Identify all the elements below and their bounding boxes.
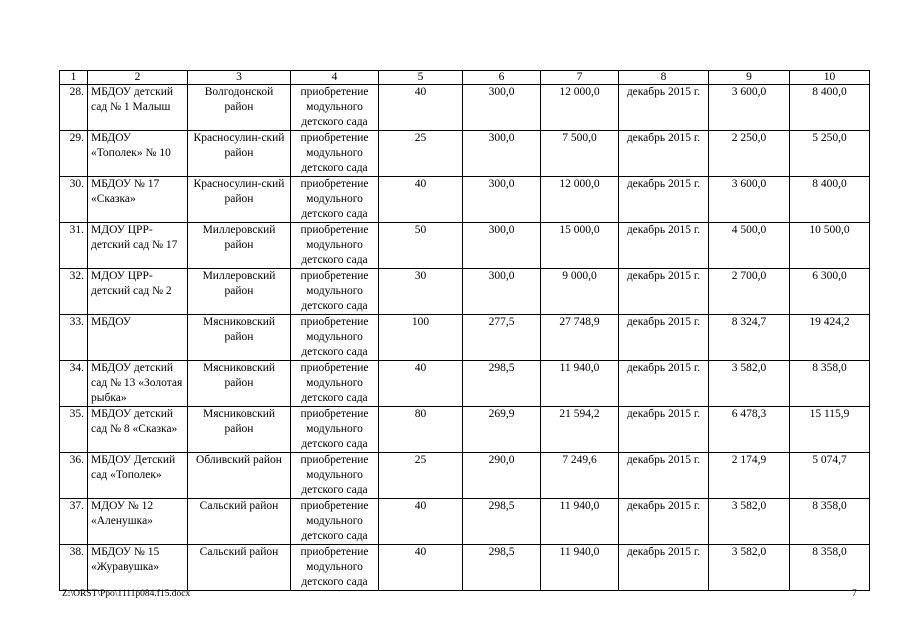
regional-budget-cell: 3 600,0 xyxy=(709,177,790,223)
total-cost-cell: 21 594,2 xyxy=(541,407,619,453)
footer-file-path: Z:\ORST\Ppo\1111p084.f15.docx xyxy=(62,589,191,599)
unit-cost-cell: 300,0 xyxy=(463,269,541,315)
row-number-cell: 32. xyxy=(60,269,88,315)
row-number-cell: 37. xyxy=(60,499,88,545)
purpose-cell: приобретение модульного детского сада xyxy=(291,131,379,177)
federal-budget-cell: 8 358,0 xyxy=(790,361,870,407)
capacity-cell: 80 xyxy=(379,407,463,453)
capacity-cell: 25 xyxy=(379,453,463,499)
institution-name-cell: МБДОУ № 17 «Сказка» xyxy=(88,177,188,223)
capacity-cell: 40 xyxy=(379,85,463,131)
unit-cost-cell: 298,5 xyxy=(463,361,541,407)
unit-cost-cell: 269,9 xyxy=(463,407,541,453)
district-cell: Миллеровский район xyxy=(188,269,291,315)
data-table xyxy=(59,70,870,591)
district-cell: Мясниковский район xyxy=(188,407,291,453)
deadline-cell: декабрь 2015 г. xyxy=(619,315,709,361)
district-cell: Обливский район xyxy=(188,453,291,499)
federal-budget-cell: 8 400,0 xyxy=(790,177,870,223)
regional-budget-cell: 2 250,0 xyxy=(709,131,790,177)
total-cost-cell: 12 000,0 xyxy=(541,85,619,131)
header-cell: 8 xyxy=(619,71,709,85)
deadline-cell: декабрь 2015 г. xyxy=(619,223,709,269)
capacity-cell: 40 xyxy=(379,361,463,407)
federal-budget-cell: 10 500,0 xyxy=(790,223,870,269)
district-cell: Сальский район xyxy=(188,545,291,591)
deadline-cell: декабрь 2015 г. xyxy=(619,269,709,315)
federal-budget-cell: 15 115,9 xyxy=(790,407,870,453)
total-cost-cell: 27 748,9 xyxy=(541,315,619,361)
unit-cost-cell: 290,0 xyxy=(463,453,541,499)
total-cost-cell: 11 940,0 xyxy=(541,499,619,545)
district-cell: Мясниковский район xyxy=(188,361,291,407)
row-number-cell: 36. xyxy=(60,453,88,499)
row-number-cell: 31. xyxy=(60,223,88,269)
purpose-cell: приобретение модульного детского сада xyxy=(291,269,379,315)
purpose-cell: приобретение модульного детского сада xyxy=(291,223,379,269)
table-body xyxy=(60,71,870,591)
row-number-cell: 34. xyxy=(60,361,88,407)
purpose-cell: приобретение модульного детского сада xyxy=(291,315,379,361)
total-cost-cell: 7 249,6 xyxy=(541,453,619,499)
deadline-cell: декабрь 2015 г. xyxy=(619,407,709,453)
table-row xyxy=(60,269,870,315)
unit-cost-cell: 300,0 xyxy=(463,131,541,177)
total-cost-cell: 7 500,0 xyxy=(541,131,619,177)
total-cost-cell: 11 940,0 xyxy=(541,545,619,591)
header-cell: 9 xyxy=(709,71,790,85)
total-cost-cell: 15 000,0 xyxy=(541,223,619,269)
purpose-cell: приобретение модульного детского сада xyxy=(291,453,379,499)
unit-cost-cell: 277,5 xyxy=(463,315,541,361)
federal-budget-cell: 5 250,0 xyxy=(790,131,870,177)
deadline-cell: декабрь 2015 г. xyxy=(619,545,709,591)
federal-budget-cell: 8 358,0 xyxy=(790,545,870,591)
regional-budget-cell: 2 174,9 xyxy=(709,453,790,499)
row-number-cell: 33. xyxy=(60,315,88,361)
total-cost-cell: 9 000,0 xyxy=(541,269,619,315)
header-cell: 7 xyxy=(541,71,619,85)
header-cell: 10 xyxy=(790,71,870,85)
purpose-cell: приобретение модульного детского сада xyxy=(291,177,379,223)
institution-name-cell: МБДОУ xyxy=(88,315,188,361)
table-row xyxy=(60,499,870,545)
federal-budget-cell: 8 358,0 xyxy=(790,499,870,545)
federal-budget-cell: 19 424,2 xyxy=(790,315,870,361)
unit-cost-cell: 300,0 xyxy=(463,85,541,131)
deadline-cell: декабрь 2015 г. xyxy=(619,131,709,177)
row-number-cell: 30. xyxy=(60,177,88,223)
unit-cost-cell: 300,0 xyxy=(463,177,541,223)
institution-name-cell: МБДОУ детский сад № 13 «Золотая рыбка» xyxy=(88,361,188,407)
institution-name-cell: МДОУ ЦРР-детский сад № 17 xyxy=(88,223,188,269)
capacity-cell: 50 xyxy=(379,223,463,269)
purpose-cell: приобретение модульного детского сада xyxy=(291,361,379,407)
deadline-cell: декабрь 2015 г. xyxy=(619,361,709,407)
capacity-cell: 40 xyxy=(379,499,463,545)
regional-budget-cell: 3 582,0 xyxy=(709,545,790,591)
federal-budget-cell: 5 074,7 xyxy=(790,453,870,499)
district-cell: Сальский район xyxy=(188,499,291,545)
header-cell: 2 xyxy=(88,71,188,85)
header-cell: 1 xyxy=(60,71,88,85)
regional-budget-cell: 8 324,7 xyxy=(709,315,790,361)
regional-budget-cell: 3 582,0 xyxy=(709,361,790,407)
row-number-cell: 29. xyxy=(60,131,88,177)
regional-budget-cell: 2 700,0 xyxy=(709,269,790,315)
capacity-cell: 25 xyxy=(379,131,463,177)
unit-cost-cell: 298,5 xyxy=(463,545,541,591)
purpose-cell: приобретение модульного детского сада xyxy=(291,85,379,131)
unit-cost-cell: 298,5 xyxy=(463,499,541,545)
institution-name-cell: МБДОУ «Тополек» № 10 xyxy=(88,131,188,177)
header-cell: 6 xyxy=(463,71,541,85)
table-row xyxy=(60,545,870,591)
table-row xyxy=(60,361,870,407)
total-cost-cell: 12 000,0 xyxy=(541,177,619,223)
purpose-cell: приобретение модульного детского сада xyxy=(291,407,379,453)
purpose-cell: приобретение модульного детского сада xyxy=(291,545,379,591)
page-number: 7 xyxy=(852,589,857,599)
regional-budget-cell: 3 582,0 xyxy=(709,499,790,545)
header-cell: 3 xyxy=(188,71,291,85)
district-cell: Волгодонской район xyxy=(188,85,291,131)
capacity-cell: 100 xyxy=(379,315,463,361)
table-row xyxy=(60,85,870,131)
purpose-cell: приобретение модульного детского сада xyxy=(291,499,379,545)
table-row xyxy=(60,315,870,361)
table-row xyxy=(60,407,870,453)
row-number-cell: 35. xyxy=(60,407,88,453)
capacity-cell: 30 xyxy=(379,269,463,315)
table-row xyxy=(60,177,870,223)
institution-name-cell: МДОУ ЦРР-детский сад № 2 xyxy=(88,269,188,315)
district-cell: Красносулин-ский район xyxy=(188,177,291,223)
institution-name-cell: МДОУ № 12 «Аленушка» xyxy=(88,499,188,545)
institution-name-cell: МБДОУ детский сад № 8 «Сказка» xyxy=(88,407,188,453)
deadline-cell: декабрь 2015 г. xyxy=(619,499,709,545)
capacity-cell: 40 xyxy=(379,177,463,223)
regional-budget-cell: 3 600,0 xyxy=(709,85,790,131)
table-row xyxy=(60,131,870,177)
header-cell: 4 xyxy=(291,71,379,85)
deadline-cell: декабрь 2015 г. xyxy=(619,85,709,131)
federal-budget-cell: 6 300,0 xyxy=(790,269,870,315)
row-number-cell: 28. xyxy=(60,85,88,131)
institution-name-cell: МБДОУ № 15 «Журавушка» xyxy=(88,545,188,591)
district-cell: Миллеровский район xyxy=(188,223,291,269)
institution-name-cell: МБДОУ детский сад № 1 Малыш xyxy=(88,85,188,131)
district-cell: Мясниковский район xyxy=(188,315,291,361)
regional-budget-cell: 6 478,3 xyxy=(709,407,790,453)
deadline-cell: декабрь 2015 г. xyxy=(619,453,709,499)
header-cell: 5 xyxy=(379,71,463,85)
district-cell: Красносулин-ский район xyxy=(188,131,291,177)
institution-name-cell: МБДОУ Детский сад «Тополек» xyxy=(88,453,188,499)
deadline-cell: декабрь 2015 г. xyxy=(619,177,709,223)
table-row xyxy=(60,453,870,499)
row-number-cell: 38. xyxy=(60,545,88,591)
table-row xyxy=(60,223,870,269)
unit-cost-cell: 300,0 xyxy=(463,223,541,269)
federal-budget-cell: 8 400,0 xyxy=(790,85,870,131)
regional-budget-cell: 4 500,0 xyxy=(709,223,790,269)
table-header-row xyxy=(60,71,870,85)
capacity-cell: 40 xyxy=(379,545,463,591)
total-cost-cell: 11 940,0 xyxy=(541,361,619,407)
